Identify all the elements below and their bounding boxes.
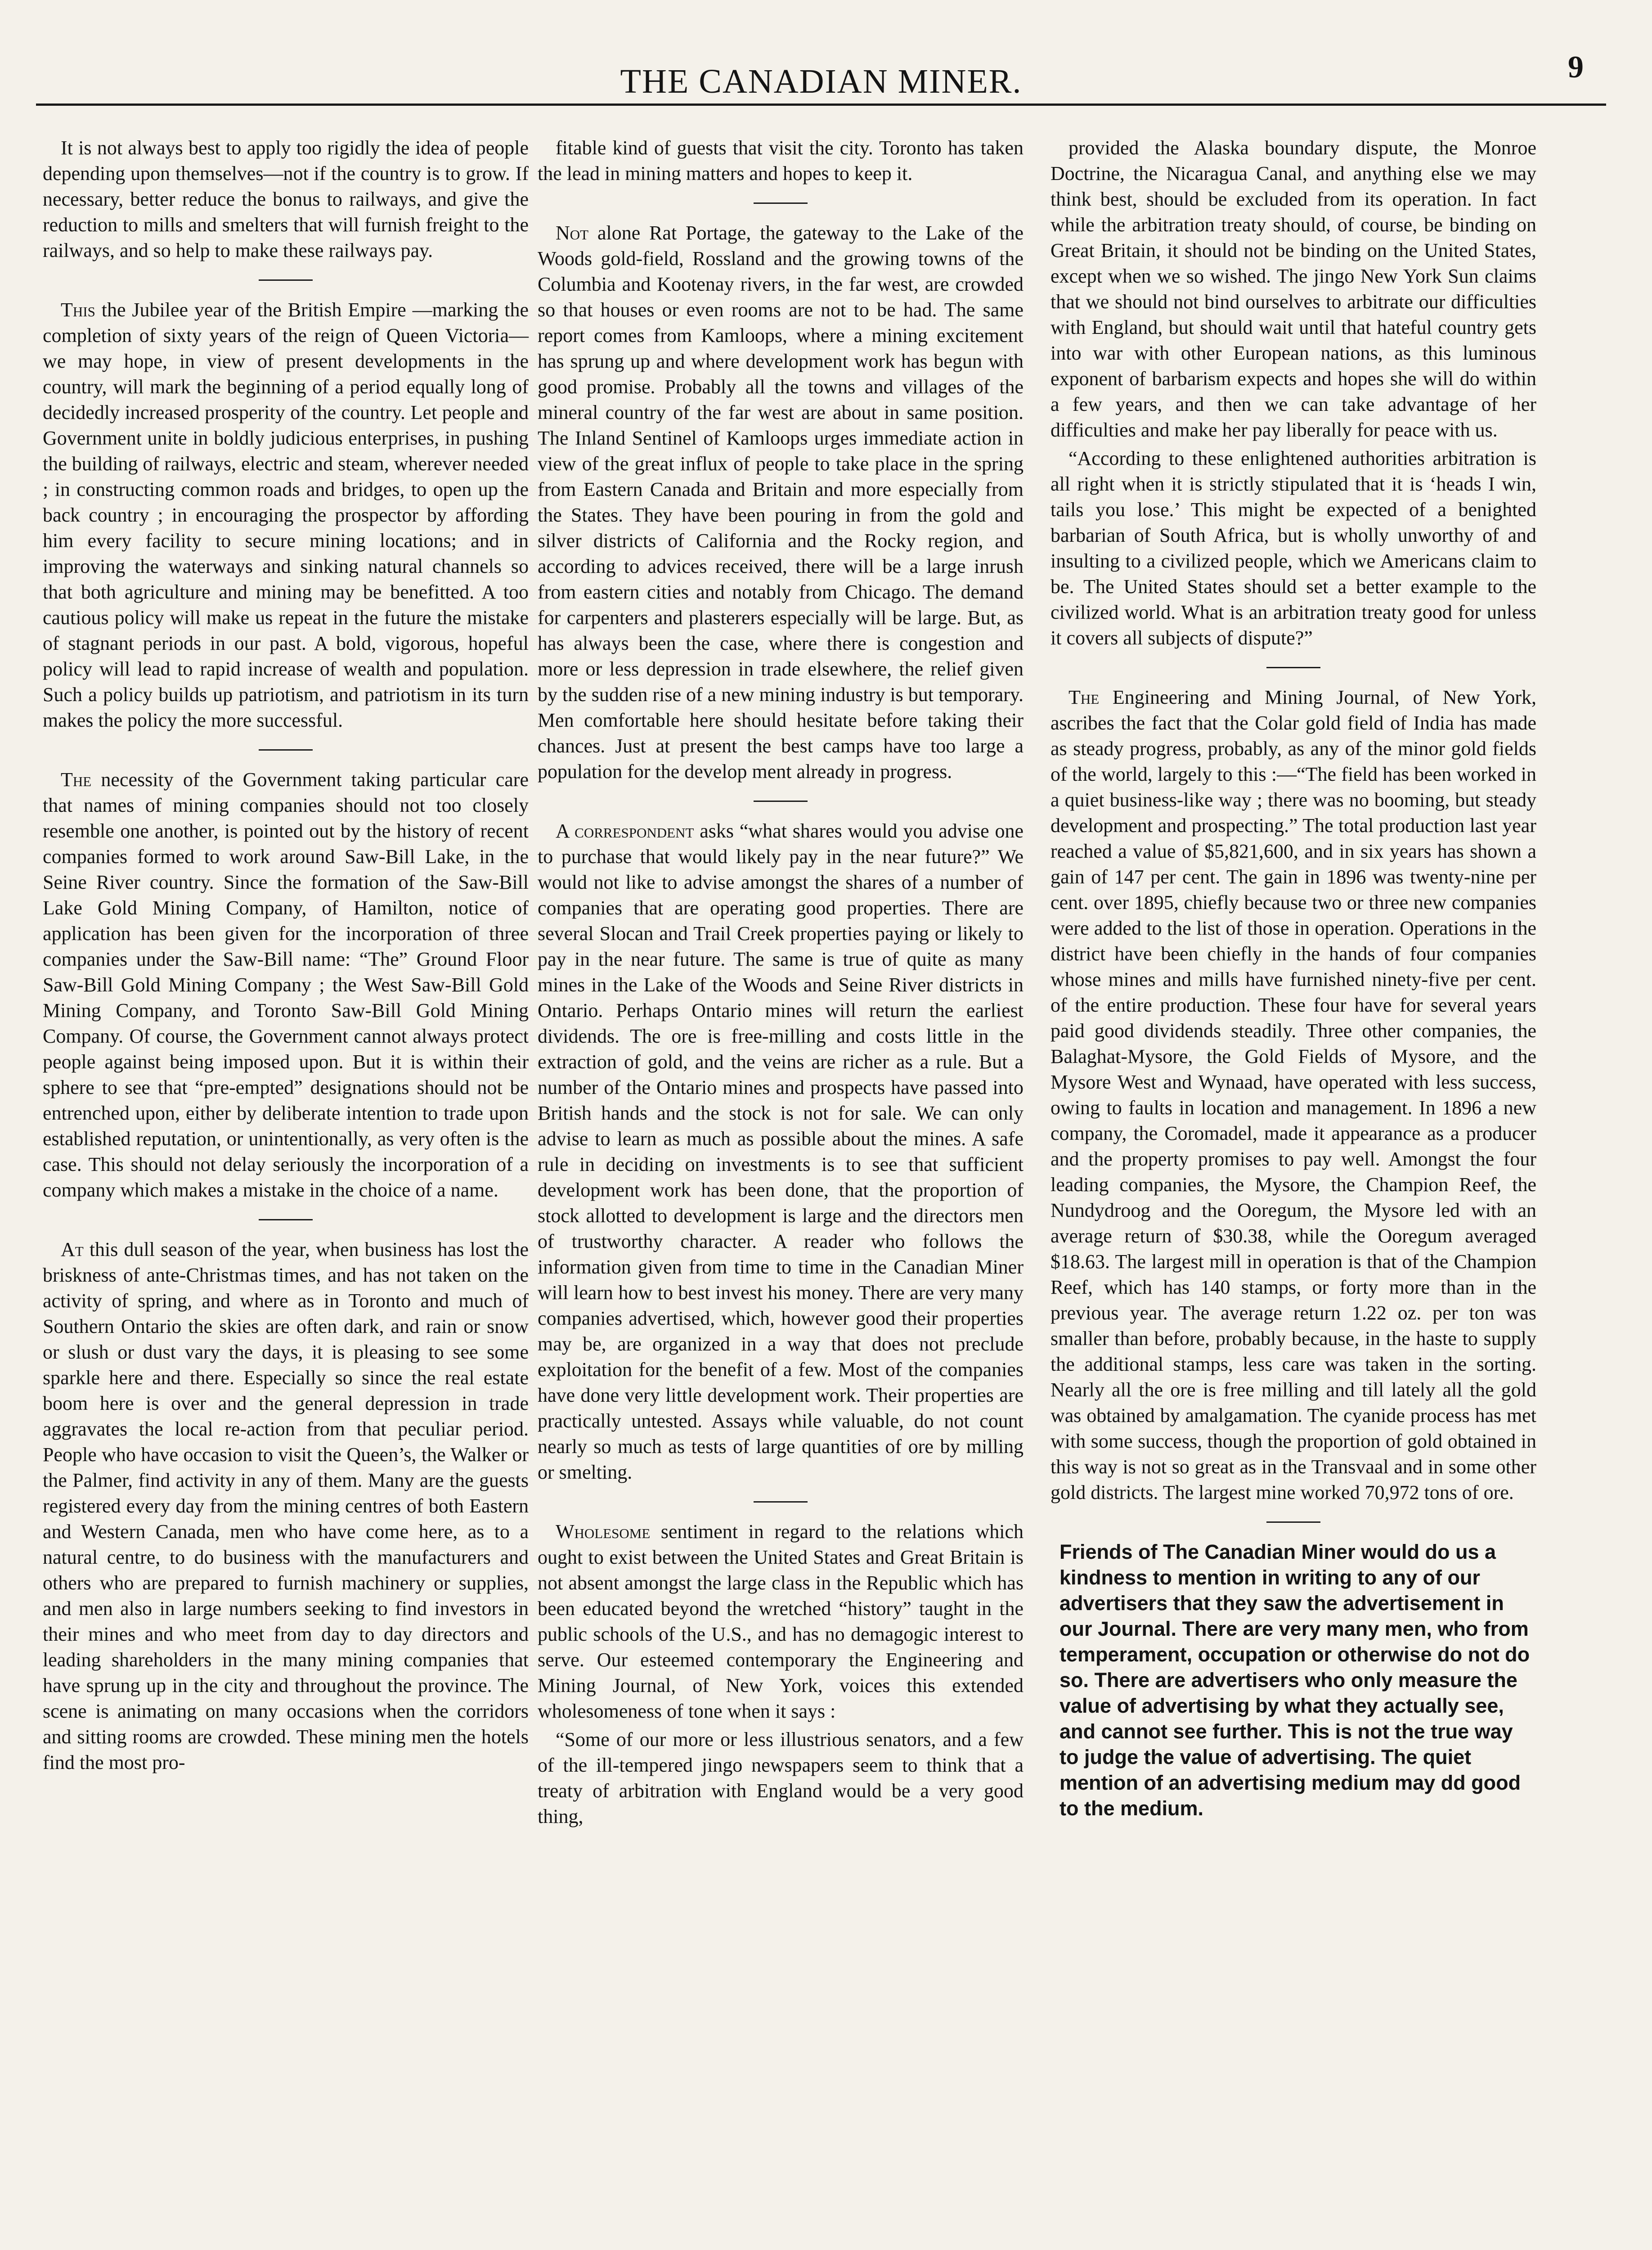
quoted-paragraph: “According to these enlightened authorities arbitration is all right when it is strictly stipulated that it is ‘heads I win, tails you lose.’ This might be expected of a benighted barbarian of South Africa, but is wholly unworthy of and insulting to a civilized people, which we Americans claim to be. The United States should set a better example to the civilized world. What is an arbitration treaty good for unless it covers all subjects of dispute?” (1050, 447, 1536, 649)
separator-rule (1266, 667, 1320, 668)
separator-rule (259, 279, 313, 281)
lead-in-word: At (61, 1238, 84, 1260)
article-paragraph: The Engineering and Mining Journal, of New York, ascribes the fact that the Colar gold field of India has made as steady progress, probably, as any of the minor gold fields of the world, largely to this :—“The field has been worked in a quiet business-like way ; there was no booming, but steady development and prospecting.” The total production last year reached a value of $5,821,600, and in six years has shown a gain of 147 per cent. The gain in 1896 was twenty-nine per cent. over 1895, chiefly because two or three new companies were added to the list of those in operation. Operations in the district have been chiefly in the hands of four companies whose mines and mills have furnished ninety-five per cent. of the entire production. These four have for several years paid good dividends steadily. Three other companies, the Balaghat-Mysore, the Gold Fields of Mysore, and the Mysore West and Wynaad, have operated with less success, owing to faults in location and management. In 1896 a new company, the Coromadel, made it appearance as a producer and the property promises to pay well. Amongst the four leading companies, the Mysore, the Champion Reef, the Nundydroog and the Ooregum, the Mysore led with an average return of $30.38, while the Ooregum averaged $18.63. The largest mill in operation is that of the Champion Reef, which has 140 stamps, or forty more than in the previous year. The average return 1.22 oz. per ton was smaller than before, probably because, in the haste to supply the additional stamps, less care was taken in the sorting. Nearly all the ore is free milling and till lately all the gold was obtained by amalgamation. The cyanide process has met with some success, though the proportion of gold obtained in this way is not so great as in the Transvaal and in some other gold districts. The largest mine worked 70,972 tons of ore. (1050, 686, 1536, 1503)
lead-in-word: Not (556, 222, 589, 244)
quoted-paragraph: provided the Alaska boundary dispute, the Monroe Doctrine, the Nicaragua Canal, and anything else we may think best, should be excluded from its operation. In fact while the arbitration treaty should, of course, be binding on Great Britain, it should not be binding on the United States, except when we so wished. The jingo New York Sun claims that we should not bind ourselves to arbitrate our difficulties with England, but should wait until that hateful country gets into war with other European nations, as this luminous exponent of barbarism expects and hopes she will do within a few years, and then we can take advantage of her difficulties and make her pay liberally for peace with us. (1050, 137, 1536, 441)
quoted-paragraph: “Some of our more or less illustrious senators, and a few of the ill-tempered jingo newspapers seem to think that a treaty of arbitration with England would be a very good thing, (538, 1728, 1024, 1827)
column-3 (1050, 135, 1536, 1821)
lead-in-word: Wholesome (556, 1521, 651, 1543)
article-paragraph: The necessity of the Government taking particular care that names of mining companies should not too closely resemble one another, is pointed out by the history of recent companies formed to work around Saw-Bill Lake, in the Seine River country. Since the formation of the Saw-Bill Lake Gold Mining Company, of Hamilton, notice of application has been given for the incorporation of three companies under the Saw-Bill name: “The” Ground Floor Saw-Bill Gold Mining Company ; the West Saw-Bill Gold Mining Company, and Toronto Saw-Bill Gold Mining Company. Of course, the Government cannot always protect people against being imposed upon. But it is within their sphere to see that “pre-empted” designations should not be entrenched upon, either by deliberate intention to trade upon established reputation, or unintentionally, as very often is the case. This should not delay seriously the incorporation of a company which makes a mistake in the choice of a name. (43, 769, 529, 1201)
article-paragraph: This the Jubilee year of the British Empire —marking the completion of sixty years of the reign of Queen Victoria—we may hope, in view of present developments in the country, will mark the beginning of a period equally long of decidedly increased prosperity of the country. Let people and Government unite in boldly judicious enterprises, in pushing the building of railways, electric and steam, wherever needed ; in constructing common roads and bridges, to open up the back country ; in encouraging the prospector by affording him every facility to secure mining locations; and in improving the waterways and sinking natural channels so that both agriculture and mining may be benefitted. A too cautious policy will make us repeat in the future the mistake of stagnant periods in our past. A bold, vigorous, hopeful policy will lead to rapid increase of wealth and population. Such a policy builds up patriotism, and patriotism in its turn makes the policy the more successful. (43, 299, 529, 731)
separator-rule (259, 1219, 313, 1220)
separator-rule (259, 749, 313, 751)
newspaper-title: THE CANADIAN MINER. (620, 63, 1022, 100)
lead-in-word: The (61, 769, 92, 791)
article-paragraph: At this dull season of the year, when business has lost the briskness of ante-Christmas times, and has not taken on the activity of spring, and where as in Toronto and much of Southern Ontario the skies are often dark, and rain or snow or slush or dust vary the days, it is pleasing to see some sparkle here and there. Especially so since the real estate boom here is over and the general depression in trade aggravates the local re-action from that peculiar period. People who have occasion to visit the Queen’s, the Walker or the Palmer, find activity in any of them. Many are the guests registered every day from the mining centres of both Eastern and Western Canada, men who have come here, as to a natural centre, to do business with the manufacturers and others who are prepared to furnish machinery or supplies, and men also in large numbers seeking to find investors in their mines and who meet from day to day directors and leading shareholders in the many mining companies that have sprung up in the city and throughout the province. The scene is animating on many occasions when the corridors and sitting rooms are crowded. These mining men the hotels find the most pro- (43, 1238, 529, 1773)
lead-in-word: A correspondent (556, 820, 694, 842)
article-paragraph: Not alone Rat Portage, the gateway to the Lake of the Woods gold-field, Rossland and the growing towns of the Columbia and Kootenay rivers, in the far west, are crowded so that houses or even rooms are not to be had. The same report comes from Kamloops, where a mining excitement has sprung up and where development work has begun with good promise. Probably all the towns and villages of the mineral country of the far west are about in same position. The Inland Sentinel of Kamloops urges immediate action in view of the great influx of people to take place in the spring from Eastern Canada and Britain and more especially from the States. They have been pouring in from the gold and silver districts of California and the Rocky region, and according to advices received, there will be a large inrush from eastern cities and notably from Chicago. The demand for carpenters and plasterers especially will be large. But, as has always been the case, where there is congestion and more or less depression in trade elsewhere, the relief given by the sudden rise of a new mining industry is but temporary. Men comfortable here should hesitate before taking their chances. Just at present the best camps have too large a population for the develop ment already in progress. (538, 222, 1024, 783)
article-paragraph: It is not always best to apply too rigidly the idea of people depending upon themselves—not if the country is to grow. If necessary, better reduce the bonus to railways, and give the reduction to mills and smelters that will furnish freight to the railways, and so help to make these railways pay. (43, 137, 529, 261)
article-paragraph: fitable kind of guests that visit the city. Toronto has taken the lead in mining matters and hopes to keep it. (538, 137, 1024, 184)
column-1 (43, 135, 529, 1775)
masthead (36, 45, 1606, 106)
lead-in-word: This (61, 299, 95, 321)
article-paragraph: Wholesome sentiment in regard to the relations which ought to exist between the United States and Great Britain is not absent amongst the large class in the Republic which has been educated beyond the wretched “history” taught in the public schools of the U.S., and has no demagogic interest to serve. Our esteemed contemporary the Engineering and Mining Journal, of New York, voices this extended wholesomeness of tone when it says : (538, 1521, 1024, 1722)
article-paragraph: A correspondent asks “what shares would you advise one to purchase that would likely pay in the near future?” We would not like to advise amongst the shares of a number of companies that are operating good properties. There are several Slocan and Trail Creek properties paying or likely to pay in the near future. The same is true of quite as many mines in the Lake of the Woods and Seine River districts in Ontario. Perhaps Ontario mines will return the earliest dividends. The ore is free-milling and costs little in the extraction of gold, and the veins are richer as a rule. But a number of the Ontario mines and prospects have passed into British hands and the stock is not for sale. We can only advise to learn as much as possible about the mines. A safe rule in deciding on investments is to see that sufficient development work has been done, that the proportion of stock allotted to development is large and the directors men of trustworthy character. A reader who follows the information given from time to time in the Canadian Miner will learn how to best invest his money. There are very many companies advertised, which, however good their properties may be, are organized in a way that does not preclude exploitation for the benefit of a few. Most of the companies have done very little development work. Their properties are practically untested. Assays while valuable, do not count nearly so much as tests of large quantities of ore by milling or smelting. (538, 820, 1024, 1483)
separator-rule (754, 1501, 808, 1503)
separator-rule (1266, 1521, 1320, 1523)
lead-in-word: The (1068, 686, 1100, 708)
separator-rule (754, 801, 808, 802)
page-number: 9 (1568, 50, 1584, 85)
separator-rule (754, 202, 808, 204)
advertiser-notice: Friends of The Canadian Miner would do us a kindness to mention in writing to any of our advertisers that they saw the advertisement in our Journal. There are very many men, who from temperament, occupation or otherwise do not do so. There are advertisers who only measure the value of advertising by what they actually see, and cannot see further. This is not the true way to judge the value of advertising. The quiet mention of an advertising medium may dd good to the medium. (1059, 1540, 1530, 1820)
column-2 (538, 135, 1024, 1829)
